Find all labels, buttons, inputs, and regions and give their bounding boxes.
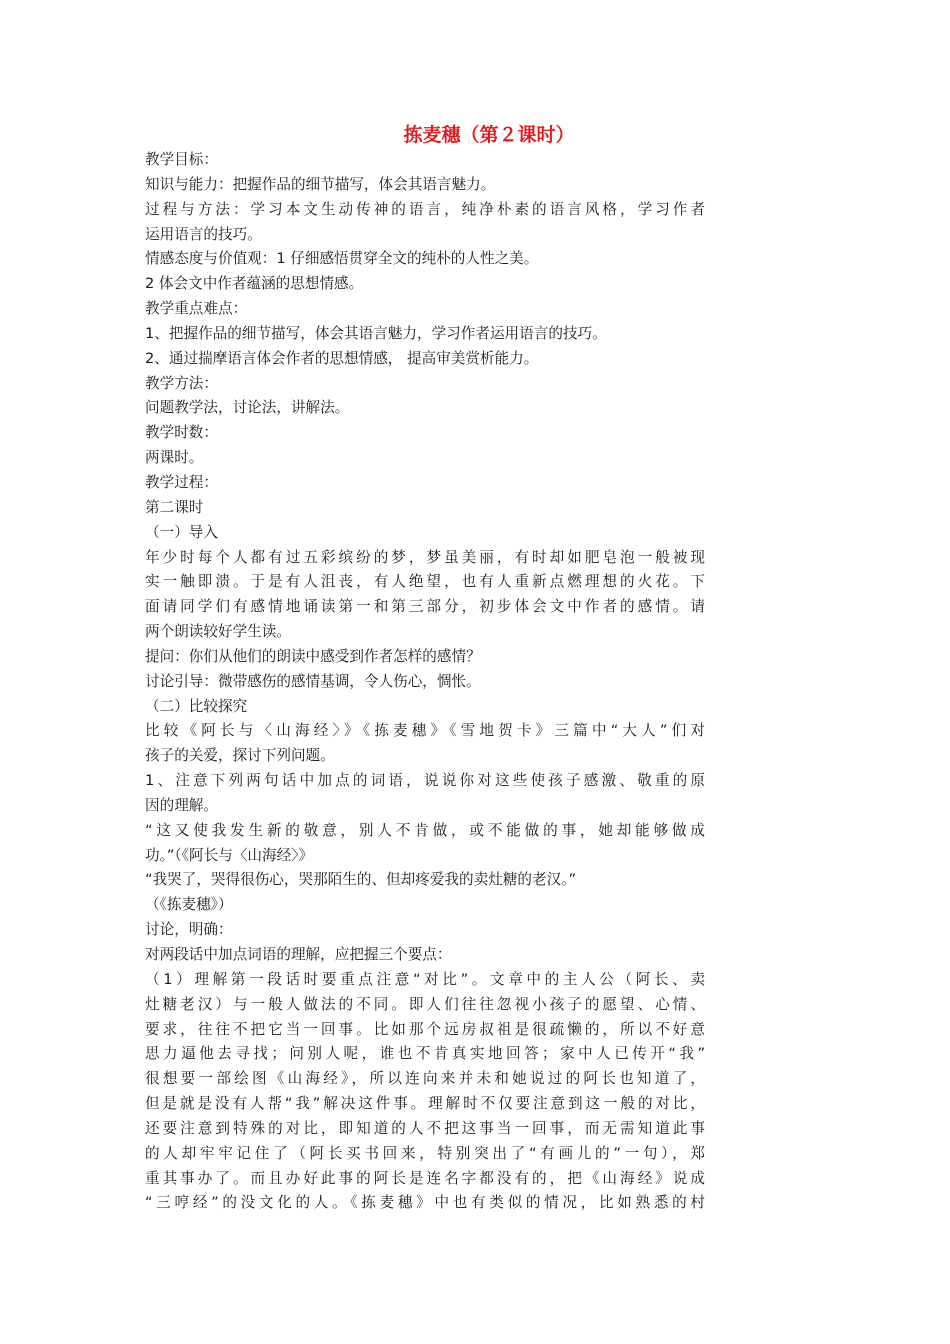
text-line: 两课时。: [145, 449, 204, 467]
text-line: 讨论，明确：: [145, 921, 233, 939]
text-line: 因的理解。: [145, 796, 218, 814]
page-title: 拣麦穗（第２课时）: [403, 124, 575, 146]
text-line: 功。”（《阿长与〈山海经〉》: [145, 846, 314, 864]
text-line: “我哭了，哭得很伤心，哭那陌生的、但却疼爱我的卖灶糖的老汉。”: [145, 871, 577, 889]
text-line: “三哼经”的没文化的人。《拣麦穗》中也有类似的情况，比如熟悉的村: [145, 1194, 705, 1212]
text-line: （《拣麦穗》）: [145, 896, 233, 914]
text-line: 孩子的关爱，探讨下列问题。: [145, 747, 335, 765]
text-line: 年少时每个人都有过五彩缤纷的梦，梦虽美丽，有时却如肥皂泡一般被现: [145, 548, 705, 566]
text-line: 的人却牢牢记住了（阿长买书回来，特别突出了“有画儿的”一句），郑: [145, 1144, 705, 1162]
text-line: 但是就是没有人帮“我”解决这件事。理解时不仅要注意到这一般的对比，: [145, 1095, 705, 1113]
text-line: 运用语言的技巧。: [145, 225, 262, 243]
text-line: 教学过程：: [145, 473, 218, 491]
text-line: 对两段话中加点词语的理解，应把握三个要点：: [145, 946, 452, 963]
document-body: [145, 148, 705, 1216]
text-line: 灶糖老汉）与一般人做法的不同。即人们往往忽视小孩子的愿望、心情、: [145, 995, 705, 1013]
text-line: 思力逼他去寻找；问别人呢，谁也不肯真实地回答；家中人已传开“我”: [145, 1045, 705, 1063]
text-line: 教学重点难点：: [145, 300, 248, 318]
text-line: 知识与能力：把握作品的细节描写，体会其语言魅力。: [145, 175, 496, 193]
text-line: 2、通过揣摩语言体会作者的思想情感， 提高审美赏析能力。: [145, 349, 539, 367]
text-line: “这又使我发生新的敬意，别人不肯做，或不能做的事，她却能够做成: [145, 821, 705, 839]
text-line: 比较《阿长与〈山海经〉》《拣麦穗》《雪地贺卡》三篇中“大人”们对: [145, 722, 705, 740]
text-line: 第二课时: [145, 498, 204, 516]
text-line: 提问：你们从他们的朗读中感受到作者怎样的感情？: [145, 647, 481, 665]
text-line: 重其事办了。而且办好此事的阿长是连名字都没有的，把《山海经》说成: [145, 1169, 705, 1187]
text-line: 实一触即溃。于是有人沮丧，有人绝望，也有人重新点燃理想的火花。下: [145, 573, 705, 591]
text-line: 过程与方法：学习本文生动传神的语言，纯净朴素的语言风格，学习作者: [145, 200, 705, 218]
text-line: 教学目标：: [145, 151, 218, 168]
text-line: 要求，往往不把它当一回事。比如那个远房叔祖是很疏懒的，所以不好意: [145, 1020, 705, 1038]
text-line: （一）导入: [145, 523, 218, 541]
text-line: 很想要一部绘图《山海经》，所以连向来并未和她说过的阿长也知道了，: [145, 1070, 705, 1088]
text-line: 教学方法：: [145, 374, 218, 392]
text-line: 情感态度与价值观：1 仔细感悟贯穿全文的纯朴的人性之美。: [145, 250, 539, 268]
text-line: 面请同学们有感情地诵读第一和第三部分，初步体会文中作者的感情。请: [145, 598, 705, 616]
text-line: 讨论引导：微带感伤的感情基调，令人伤心，惆怅。: [145, 672, 481, 690]
text-line: （二）比较探究: [145, 697, 248, 715]
text-line: 1、把握作品的细节描写，体会其语言魅力，学习作者运用语言的技巧。: [145, 324, 607, 342]
text-line: 1、注意下列两句话中加点的词语，说说你对这些使孩子感激、敬重的原: [145, 772, 705, 790]
text-line: 两个朗读较好学生读。: [145, 623, 291, 641]
text-line: 教学时数：: [145, 424, 218, 442]
text-line: 还要注意到特殊的对比，即知道的人不把这事当一回事，而无需知道此事: [145, 1119, 705, 1137]
text-line: 2 体会文中作者蕴涵的思想情感。: [145, 275, 364, 293]
text-line: 问题教学法，讨论法，讲解法。: [145, 399, 350, 417]
text-line: （1）理解第一段话时要重点注意“对比”。文章中的主人公（阿长、卖: [145, 970, 705, 988]
